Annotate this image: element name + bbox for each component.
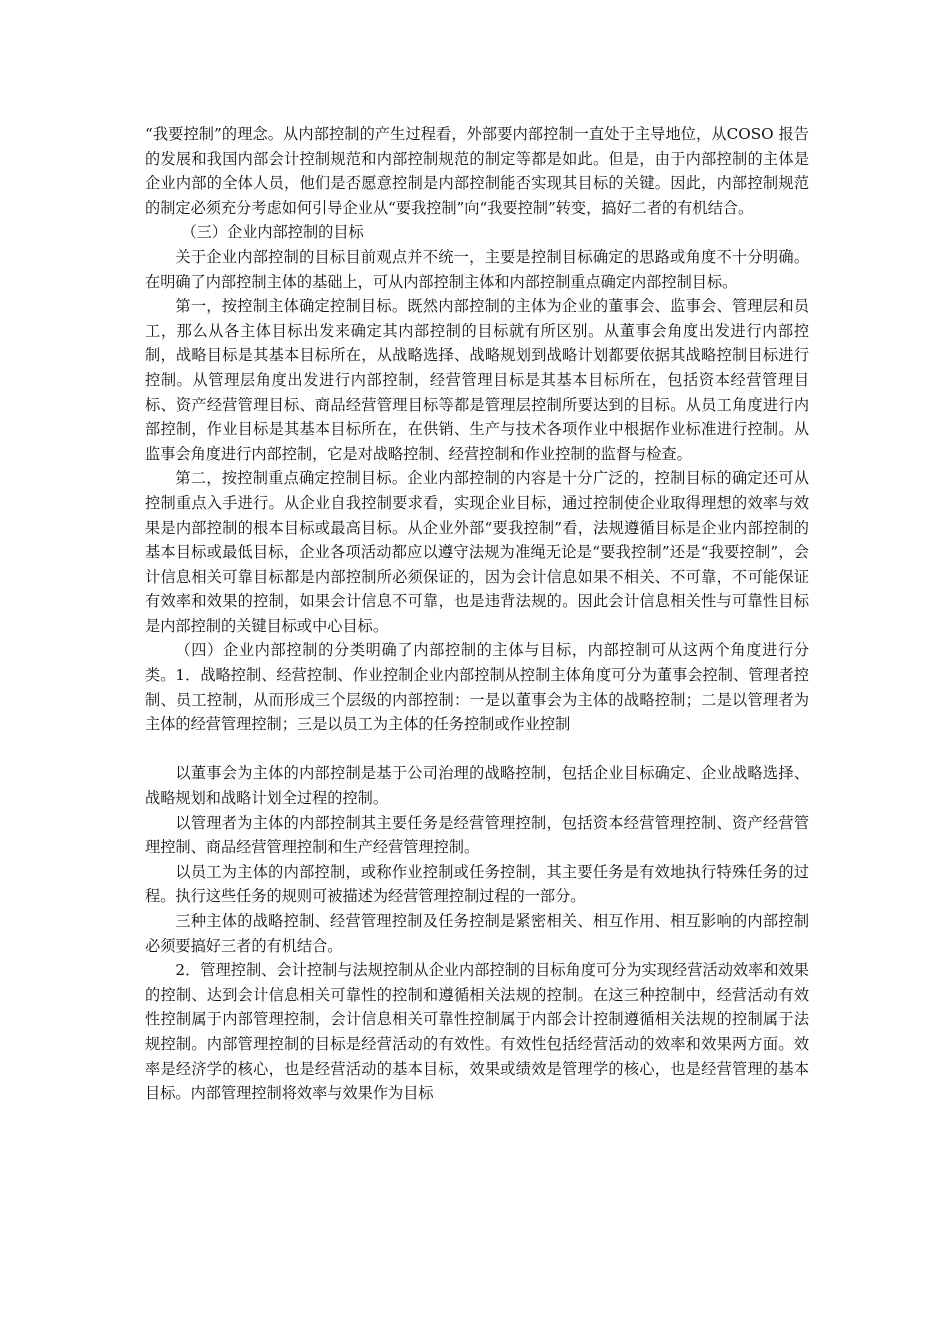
paragraph-2: 关于企业内部控制的目标目前观点并不统一，主要是控制目标确定的思路或角度不十分明确。在明确了内部控制主体的基础上，可从内部控制主体和内部控制重点确定内部控制目标。: [145, 247, 809, 291]
paragraph-1: “我要控制”的理念。从内部控制的产生过程看，外部要内部控制一直处于主导地位，从COSO 报告的发展和我国内部会计控制规范和内部控制规范的制定等都是如此。但是，由于内部控制的主体是企业内部的全体人员，他们是否愿意控制是内部控制能否实现其目标的关键。因此，内部控制规范的制定必须充分考虑如何引导企业从“要我控制”向“我要控制”转变，搞好二者的有机结合。: [145, 125, 809, 217]
blank-line: [145, 737, 809, 762]
section-heading-3: （三）企业内部控制的目标: [181, 223, 364, 242]
paragraph-10: 2．管理控制、会计控制与法规控制从企业内部控制的目标角度可分为实现经营活动效率和效果的控制、达到会计信息相关可靠性的控制和遵循相关法规的控制。在这三种控制中，经营活动有效性控制属于内部管理控制，会计信息相关可靠性控制属于内部会计控制遵循相关法规的控制属于法规控制。内部管理控制的目标是经营活动的有效性。有效性包括经营活动的效率和效果两方面。效率是经济学的核心，也是经营活动的基本目标，效果或绩效是管理学的核心，也是经营管理的基本目标。内部管理控制将效率与效果作为目标: [145, 961, 809, 1103]
paragraph-5: （四）企业内部控制的分类明确了内部控制的主体与目标，内部控制可从这两个角度进行分类。1．战略控制、经营控制、作业控制企业内部控制从控制主体角度可分为董事会控制、管理者控制、员工控制，从而形成三个层级的内部控制：一是以董事会为主体的战略控制；二是以管理者为主体的经营管理控制；三是以员工为主体的任务控制或作业控制: [145, 641, 809, 734]
paragraph-8: 以员工为主体的内部控制，或称作业控制或任务控制，其主要任务是有效地执行特殊任务的过程。执行这些任务的规则可被描述为经营管理控制过程的一部分。: [145, 862, 809, 906]
paragraph-4: 第二，按控制重点确定控制目标。企业内部控制的内容是十分广泛的，控制目标的确定还可从控制重点入手进行。从企业自我控制要求看，实现企业目标，通过控制使企业取得理想的效率与效果是内部控制的根本目标或最高目标。从企业外部“要我控制”看，法规遵循目标是企业内部控制的基本目标或最低目标，企业各项活动都应以遵守法规为准绳无论是“要我控制”还是“我要控制”，会计信息相关可靠目标都是内部控制所必须保证的，因为会计信息如果不相关、不可靠，不可能保证有效率和效果的控制，如果会计信息不可靠，也是违背法规的。因此会计信息相关性与可靠性目标是内部控制的关键目标或中心目标。: [145, 469, 809, 635]
paragraph-6: 以董事会为主体的内部控制是基于公司治理的战略控制，包括企业目标确定、企业战略选择、战略规划和战略计划全过程的控制。: [145, 764, 809, 808]
paragraph-3: 第一，按控制主体确定控制目标。既然内部控制的主体为企业的董事会、监事会、管理层和员工，那么从各主体目标出发来确定其内部控制的目标就有所区别。从董事会角度出发进行内部控制，战略目标是其基本目标所在，从战略选择、战略规划到战略计划都要依据其战略控制目标进行控制。从管理层角度出发进行内部控制，经营管理目标是其基本目标所在，包括资本经营管理目标、资产经营管理目标、商品经营管理目标等都是管理层控制所要达到的目标。从员工角度进行内部控制，作业目标是其基本目标所在，在供销、生产与技术各项作业中根据作业标准进行控制。从监事会角度进行内部控制，它是对战略控制、经营控制和作业控制的监督与检查。: [145, 297, 809, 463]
document-body: [145, 122, 809, 1106]
paragraph-9: 三种主体的战略控制、经营管理控制及任务控制是紧密相关、相互作用、相互影响的内部控制必须要搞好三者的有机结合。: [145, 912, 809, 955]
paragraph-7: 以管理者为主体的内部控制其主要任务是经营管理控制，包括资本经营管理控制、资产经营管理控制、商品经营管理控制和生产经营管理控制。: [145, 813, 809, 857]
